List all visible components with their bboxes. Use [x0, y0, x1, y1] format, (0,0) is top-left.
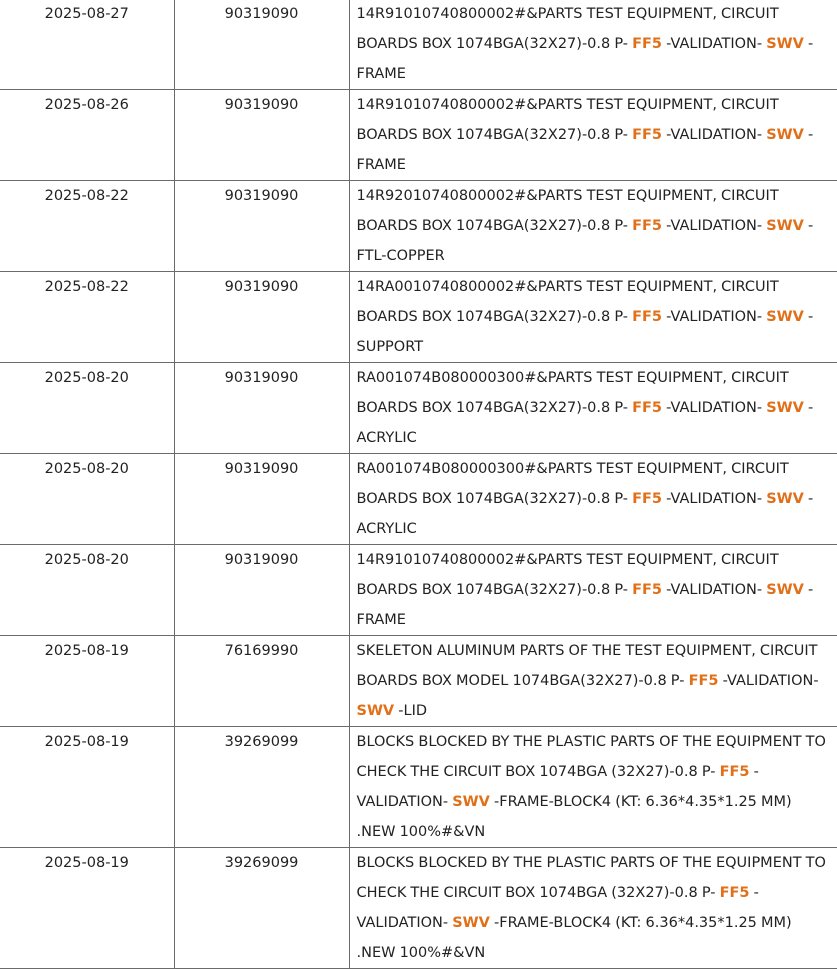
description-text: -FRAME — [356, 127, 814, 173]
table-row — [0, 272, 837, 363]
highlighted-term: SWV — [766, 400, 804, 416]
description-text: -VALIDATION- — [662, 127, 767, 143]
description-text: -SUPPORT — [356, 309, 814, 355]
date-cell: 2025-08-20 — [0, 363, 174, 454]
date-cell: 2025-08-19 — [0, 727, 174, 848]
date-cell: 2025-08-26 — [0, 90, 174, 181]
hs-code-cell: 90319090 — [174, 181, 349, 272]
table-row — [0, 636, 837, 727]
hs-code-cell: 90319090 — [174, 272, 349, 363]
date-cell: 2025-08-22 — [0, 272, 174, 363]
description-cell — [349, 181, 837, 272]
description-text: 14RA0010740800002#&PARTS TEST EQUIPMENT, CIRCUIT BOARDS BOX 1074BGA(32X27)-0.8 P- — [356, 279, 779, 325]
highlighted-term: SWV — [766, 582, 804, 598]
description-text: -ACRYLIC — [356, 400, 814, 446]
highlighted-term: SWV — [452, 915, 490, 931]
description-cell — [349, 454, 837, 545]
date-cell: 2025-08-19 — [0, 848, 174, 969]
description-text: -VALIDATION- — [662, 400, 767, 416]
hs-code-cell: 90319090 — [174, 363, 349, 454]
description-text: RA001074B080000300#&PARTS TEST EQUIPMENT, CIRCUIT BOARDS BOX 1074BGA(32X27)-0.8 P- — [356, 461, 789, 507]
description-text: -VALIDATION- — [662, 218, 767, 234]
highlighted-term: SWV — [766, 218, 804, 234]
description-text: BLOCKS BLOCKED BY THE PLASTIC PARTS OF THE EQUIPMENT TO CHECK THE CIRCUIT BOX 1074BGA (32X27)-0.8 P- — [356, 734, 826, 780]
description-text: 14R92010740800002#&PARTS TEST EQUIPMENT, CIRCUIT BOARDS BOX 1074BGA(32X27)-0.8 P- — [356, 188, 779, 234]
description-text: 14R91010740800002#&PARTS TEST EQUIPMENT, CIRCUIT BOARDS BOX 1074BGA(32X27)-0.8 P- — [356, 552, 779, 598]
description-text: SKELETON ALUMINUM PARTS OF THE TEST EQUIPMENT, CIRCUIT BOARDS BOX MODEL 1074BGA(32X27)-0.8 P- — [356, 643, 818, 689]
table-row — [0, 181, 837, 272]
description-text: BLOCKS BLOCKED BY THE PLASTIC PARTS OF THE EQUIPMENT TO CHECK THE CIRCUIT BOX 1074BGA (32X27)-0.8 P- — [356, 855, 826, 901]
hs-code-cell: 76169990 — [174, 636, 349, 727]
description-text: -FRAME-BLOCK4 (KT: 6.36*4.35*1.25 MM) .NEW 100%#&VN — [356, 915, 792, 961]
highlighted-term: FF5 — [688, 673, 719, 689]
highlighted-term: FF5 — [632, 582, 663, 598]
highlighted-term: SWV — [766, 309, 804, 325]
date-cell: 2025-08-20 — [0, 454, 174, 545]
hs-code-cell: 39269099 — [174, 727, 349, 848]
description-text: -VALIDATION- — [662, 491, 767, 507]
highlighted-term: FF5 — [632, 309, 663, 325]
table-row — [0, 727, 837, 848]
highlighted-term: FF5 — [719, 764, 750, 780]
hs-code-cell: 90319090 — [174, 0, 349, 90]
description-cell — [349, 0, 837, 90]
description-text: RA001074B080000300#&PARTS TEST EQUIPMENT, CIRCUIT BOARDS BOX 1074BGA(32X27)-0.8 P- — [356, 370, 789, 416]
highlighted-term: FF5 — [632, 127, 663, 143]
description-text: -FRAME — [356, 36, 814, 82]
description-text: -LID — [394, 703, 428, 719]
hs-code-cell: 90319090 — [174, 454, 349, 545]
table-row — [0, 454, 837, 545]
description-text: -VALIDATION- — [356, 764, 759, 810]
description-cell — [349, 272, 837, 363]
hs-code-cell: 39269099 — [174, 848, 349, 969]
description-text: -FRAME-BLOCK4 (KT: 6.36*4.35*1.25 MM) .NEW 100%#&VN — [356, 794, 792, 840]
description-cell — [349, 636, 837, 727]
description-text: -VALIDATION- — [718, 673, 819, 689]
date-cell: 2025-08-27 — [0, 0, 174, 90]
description-cell — [349, 727, 837, 848]
description-cell — [349, 90, 837, 181]
highlighted-term: FF5 — [632, 400, 663, 416]
highlighted-term: FF5 — [719, 885, 750, 901]
date-cell: 2025-08-19 — [0, 636, 174, 727]
description-cell — [349, 545, 837, 636]
highlighted-term: SWV — [452, 794, 490, 810]
description-text: 14R91010740800002#&PARTS TEST EQUIPMENT, CIRCUIT BOARDS BOX 1074BGA(32X27)-0.8 P- — [356, 97, 779, 143]
description-text: 14R91010740800002#&PARTS TEST EQUIPMENT, CIRCUIT BOARDS BOX 1074BGA(32X27)-0.8 P- — [356, 6, 779, 52]
table-row — [0, 363, 837, 454]
description-text: -VALIDATION- — [356, 885, 759, 931]
description-text: -FRAME — [356, 582, 814, 628]
description-text: -VALIDATION- — [662, 309, 767, 325]
highlighted-term: SWV — [766, 36, 804, 52]
highlighted-term: SWV — [766, 491, 804, 507]
highlighted-term: SWV — [766, 127, 804, 143]
table-row — [0, 90, 837, 181]
table-row — [0, 848, 837, 969]
date-cell: 2025-08-20 — [0, 545, 174, 636]
description-cell — [349, 848, 837, 969]
description-text: -VALIDATION- — [662, 582, 767, 598]
hs-code-cell: 90319090 — [174, 90, 349, 181]
hs-code-cell: 90319090 — [174, 545, 349, 636]
description-text: -VALIDATION- — [662, 36, 767, 52]
description-text: -ACRYLIC — [356, 491, 814, 537]
highlighted-term: SWV — [356, 703, 395, 719]
table-row — [0, 545, 837, 636]
description-cell — [349, 363, 837, 454]
table-row — [0, 0, 837, 90]
highlighted-term: FF5 — [632, 36, 663, 52]
description-text: -FTL-COPPER — [356, 218, 814, 264]
date-cell: 2025-08-22 — [0, 181, 174, 272]
highlighted-term: FF5 — [632, 218, 663, 234]
highlighted-term: FF5 — [632, 491, 663, 507]
